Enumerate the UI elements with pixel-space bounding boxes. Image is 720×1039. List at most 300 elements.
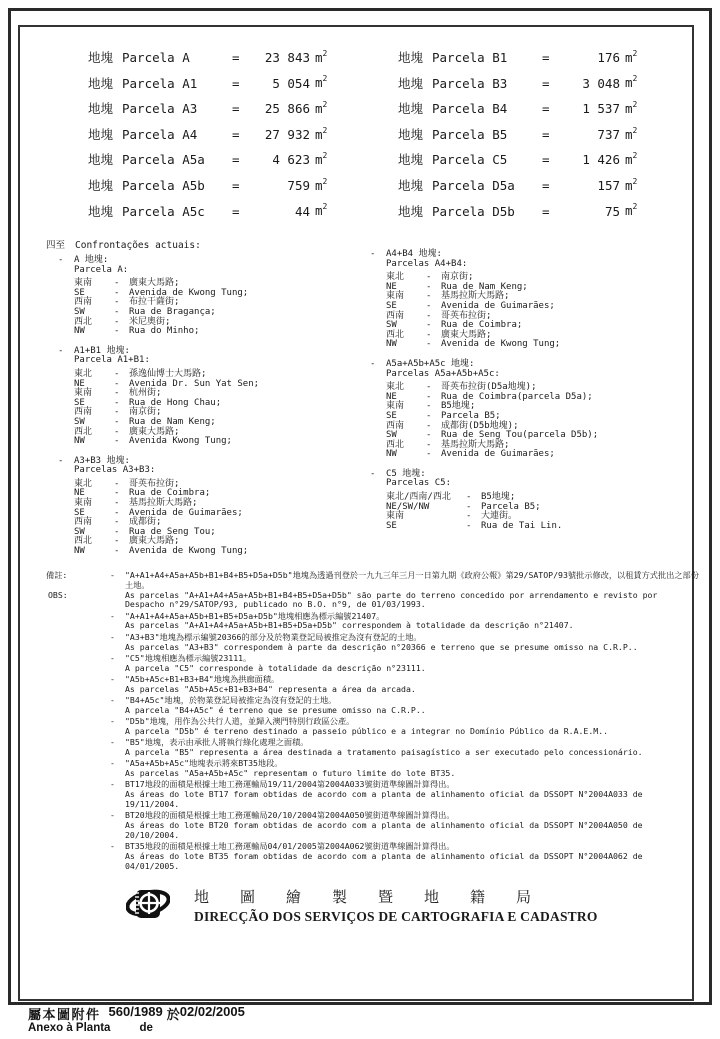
street-name: Rua de Seng Tou(parcela D5b); xyxy=(441,430,599,441)
confrontation-block xyxy=(370,470,695,532)
street-name: Rua de Coimbra(parcela D5a); xyxy=(441,391,593,402)
note-text-pt: As parcelas "A+A1+A4+A5a+A5b+B1+B4+B5+D5a+D5b" são parte do terreno concedido por arrendamento e revisto por Despacho n°29/SATOP/93, publicado no B.O. n°9, de 01/03/1993. xyxy=(125,589,658,610)
parcel-label: Parcela D5a xyxy=(432,177,515,193)
parcel-label: Parcela D5b xyxy=(432,203,515,219)
street-name: Parcela B5; xyxy=(441,410,501,421)
dash-separator: - xyxy=(426,439,432,450)
area-unit-exponent: 2 xyxy=(322,151,328,161)
area-unit-exponent: 2 xyxy=(632,74,638,84)
confrontations-heading xyxy=(46,237,201,251)
note-text-pt: As parcelas "A+A1+A4+A5a+A5b+B1+B5+D5a+D5b" correspondem à totalidade da descrição n°21407. xyxy=(125,620,574,631)
area-unit: $m^2$ xyxy=(315,125,328,142)
dash-separator: - xyxy=(114,526,120,537)
confrontation-title-zh: A4+B4 地塊: xyxy=(386,249,442,259)
area-unit-exponent: 2 xyxy=(322,48,328,58)
parcel-label: Parcela A xyxy=(122,50,190,65)
parcel-zh-label: 地塊 xyxy=(398,126,424,142)
parcel-zh-label: 地塊 xyxy=(88,75,114,91)
parcel-area-value: 4 623 xyxy=(272,152,310,168)
direction-label: 西北 xyxy=(386,439,405,450)
dash-separator: - xyxy=(114,278,120,289)
dash-separator: - xyxy=(466,501,472,512)
direction-label: 西南 xyxy=(74,517,93,528)
parcel-area-row xyxy=(88,74,327,100)
area-unit: $m^2$ xyxy=(625,48,638,65)
notes-label-zh: 備註: xyxy=(46,570,68,580)
equals-sign: = xyxy=(542,203,550,219)
direction-label: 西北 xyxy=(74,536,93,547)
dash-bullet: - xyxy=(58,255,64,265)
dash-bullet: - xyxy=(110,695,115,706)
parcel-zh-label: 地塊 xyxy=(398,152,424,168)
area-unit: $m^2$ xyxy=(625,176,638,193)
dash-separator: - xyxy=(426,300,432,311)
notes-section xyxy=(46,571,700,873)
annex-stamp-line-zh xyxy=(28,1004,245,1023)
equals-sign: = xyxy=(542,50,550,65)
note-text xyxy=(125,842,700,871)
direction-label: 東北 xyxy=(74,368,93,379)
dash-separator: - xyxy=(114,397,120,408)
dash-bullet: - xyxy=(370,249,376,259)
parcel-label: Parcela A3 xyxy=(122,101,198,117)
area-unit: $m^2$ xyxy=(315,74,328,91)
notes-label-pt: OBS: xyxy=(48,589,68,600)
area-unit: $m^2$ xyxy=(625,74,638,91)
street-name: Avenida de Kwong Tung; xyxy=(129,287,249,298)
note-text-zh: "C5"地塊相應為標示編號23111。 xyxy=(125,652,252,663)
street-name: Rua de Bragança; xyxy=(129,306,216,317)
street-name: B5地塊; xyxy=(481,492,516,503)
dash-separator: - xyxy=(426,430,432,441)
agency-footer xyxy=(126,884,598,926)
confrontations-heading-zh: 四至 xyxy=(46,240,66,251)
confrontation-block xyxy=(58,347,366,447)
direction-label: NW xyxy=(386,449,397,460)
direction-label: 東南 xyxy=(386,511,405,522)
parcel-label: Parcela A5a xyxy=(122,152,205,168)
note-item xyxy=(110,633,700,653)
note-text-zh: "D5b"地塊，用作為公共行人道，並歸入澳門特別行政區公產。 xyxy=(125,716,355,727)
parcel-zh-label: 地塊 xyxy=(398,75,424,91)
parcel-label: Parcela B3 xyxy=(432,75,508,91)
street-name: Avenida de Guimarães; xyxy=(441,300,555,311)
area-unit-exponent: 2 xyxy=(322,125,328,135)
confrontation-block xyxy=(370,250,695,350)
equals-sign: = xyxy=(232,101,240,117)
note-text xyxy=(125,759,700,779)
area-unit: $m^2$ xyxy=(625,125,638,142)
direction-label: NW xyxy=(74,326,85,337)
confrontation-title-pt: Parcelas A3+B3: xyxy=(74,465,156,476)
direction-label: 西南 xyxy=(74,407,93,418)
parcel-area-value: 1 426 xyxy=(582,152,620,168)
area-unit: $m^2$ xyxy=(315,48,328,65)
street-name: Avenida Dr. Sun Yat Sen; xyxy=(129,378,260,389)
dash-separator: - xyxy=(426,420,432,431)
street-name: 基馬拉斯大馬路; xyxy=(441,439,510,450)
street-name: 基馬拉斯大馬路; xyxy=(441,291,510,302)
direction-label: SW xyxy=(74,526,85,537)
confrontation-title-pt: Parcelas A5a+A5b+A5c: xyxy=(386,368,500,379)
direction-label: NW xyxy=(386,339,397,350)
dash-separator: - xyxy=(426,329,432,340)
parcel-area-row xyxy=(88,176,327,202)
note-item xyxy=(110,842,700,871)
parcel-zh-label: 地塊 xyxy=(398,101,424,117)
note-text-zh: "A5b+A5c+B1+B3+B4"地塊為拱廊面積。 xyxy=(125,673,280,684)
parcel-area-row xyxy=(398,150,637,176)
confrontation-row xyxy=(386,283,695,293)
dash-separator: - xyxy=(114,488,120,499)
note-item xyxy=(110,612,700,632)
dash-separator: - xyxy=(426,410,432,421)
area-unit-exponent: 2 xyxy=(632,176,638,186)
street-name: Avenida de Kwong Tung; xyxy=(129,546,249,557)
dash-separator: - xyxy=(114,378,120,389)
note-item xyxy=(110,696,700,716)
equals-sign: = xyxy=(542,75,550,91)
note-text xyxy=(125,811,700,840)
note-text-zh: "A+A1+A4+A5a+A5b+B1+B5+D5a+D5b"地塊相應為標示編號21407。 xyxy=(125,610,385,621)
dash-bullet: - xyxy=(110,779,115,790)
dash-bullet: - xyxy=(110,673,115,684)
dash-separator: - xyxy=(426,291,432,302)
area-unit-exponent: 2 xyxy=(632,151,638,161)
confrontation-row xyxy=(386,402,695,412)
parcel-area-value: 759 xyxy=(287,177,310,193)
direction-label: SW xyxy=(74,416,85,427)
parcel-area-value: 176 xyxy=(597,50,620,65)
dash-separator: - xyxy=(114,507,120,518)
stamp-plan-number: 560/1989 xyxy=(108,1004,163,1019)
note-text-zh: BT20地段的面積是根據土地工務運輸局20/10/2004第2004A050號街道準線圖計算得出。 xyxy=(125,810,455,821)
note-text xyxy=(125,738,700,758)
parcel-label: Parcela B4 xyxy=(432,101,508,117)
direction-label: 西北 xyxy=(386,329,405,340)
parcel-area-value: 5 054 xyxy=(272,75,310,91)
dash-separator: - xyxy=(466,511,472,522)
direction-label: SE xyxy=(74,287,85,298)
street-name: Rua de Hong Chau; xyxy=(129,397,222,408)
street-name: 杭州街; xyxy=(129,388,162,399)
direction-label: NE xyxy=(386,391,397,402)
notes-list xyxy=(110,571,700,872)
confrontation-title-zh: A 地塊: xyxy=(74,255,109,265)
dash-separator: - xyxy=(114,546,120,557)
confrontation-title-zh: A3+B3 地塊: xyxy=(74,455,130,466)
area-unit: $m^2$ xyxy=(315,100,328,117)
parcel-area-value: 737 xyxy=(597,126,620,142)
street-name: 廣東大馬路; xyxy=(129,278,180,289)
parcel-label: Parcela A4 xyxy=(122,126,198,142)
street-name: 成都街; xyxy=(129,517,162,528)
parcel-zh-label: 地塊 xyxy=(398,177,424,193)
dash-separator: - xyxy=(466,492,472,503)
dash-bullet: - xyxy=(110,716,115,727)
note-text xyxy=(125,571,700,610)
dash-separator: - xyxy=(114,498,120,509)
street-name: 廣東大馬路; xyxy=(129,426,180,437)
confrontation-row xyxy=(386,312,695,322)
parcel-area-value: 75 xyxy=(604,203,620,219)
street-name: 哥英布拉街(D5a地塊); xyxy=(441,382,537,393)
direction-label: SW xyxy=(74,306,85,317)
street-name: 哥英布拉街; xyxy=(441,310,492,321)
note-text-zh: "A+A1+A4+A5a+A5b+B1+B4+B5+D5a+D5b"地塊為透過刊登於一九九三年三月一日第九期《政府公報》第29/SATOP/93號批示修改，以租賃方式批出之部份土地。 xyxy=(125,570,699,590)
area-unit-exponent: 2 xyxy=(632,202,638,212)
confrontation-row xyxy=(386,412,695,422)
equals-sign: = xyxy=(232,50,240,65)
dash-separator: - xyxy=(114,416,120,427)
note-text xyxy=(125,633,700,653)
note-text-zh: BT35地段的面積是根據土地工務運輸局04/01/2005第2004A062號街道準線圖計算得出。 xyxy=(125,841,455,852)
parcel-area-row xyxy=(398,99,637,125)
parcel-label: Parcela C5 xyxy=(432,152,508,168)
direction-label: 東北 xyxy=(386,272,405,283)
street-name: Rua de Coimbra; xyxy=(441,320,523,331)
annex-stamp-line-pt xyxy=(28,1022,245,1034)
direction-label: NW xyxy=(74,436,85,447)
street-name: Parcela B5; xyxy=(481,501,541,512)
direction-label: 東南 xyxy=(386,291,405,302)
direction-label: NE/SW/NW xyxy=(386,501,430,512)
dash-bullet: - xyxy=(370,358,376,369)
note-text-zh: "B4+A5c"地塊，於物業登記局被推定為沒有登記的土地。 xyxy=(125,695,337,706)
dash-separator: - xyxy=(114,426,120,437)
street-name: B5地塊; xyxy=(441,401,476,412)
stamp-pt-label: Anexo à Planta xyxy=(28,1022,111,1034)
street-name: 南京街; xyxy=(129,407,162,418)
dash-separator: - xyxy=(114,306,120,317)
confrontation-title-pt: Parcelas C5: xyxy=(386,478,452,489)
area-unit-exponent: 2 xyxy=(632,125,638,135)
parcel-area-row xyxy=(398,48,637,74)
street-name: Rua de Coimbra; xyxy=(129,488,211,499)
note-item xyxy=(110,654,700,674)
equals-sign: = xyxy=(232,177,240,193)
agency-name-pt: DIRECÇÃO DOS SERVIÇOS DE CARTOGRAFIA E CADASTRO xyxy=(194,909,598,924)
street-name: Avenida de Kwong Tung; xyxy=(441,339,561,350)
direction-label: NE xyxy=(74,488,85,499)
parcel-zh-label: 地塊 xyxy=(398,203,424,219)
confrontation-block xyxy=(58,256,366,337)
agency-name-zh: 地圖繪製暨地籍局 xyxy=(194,888,563,906)
street-name: 大連街。 xyxy=(481,511,518,522)
street-name: 成都街(D5b地塊); xyxy=(441,420,519,431)
note-text-zh: "A3+B3"地塊為標示編號20366的部分及於物業登記局被推定為沒有登記的土地。 xyxy=(125,631,422,642)
note-item xyxy=(110,738,700,758)
parcel-label: Parcela B1 xyxy=(432,50,508,65)
parcel-area-row xyxy=(398,176,637,202)
parcel-area-row xyxy=(398,74,637,100)
confrontation-row xyxy=(386,431,695,441)
parcel-zh-label: 地塊 xyxy=(88,126,114,142)
dash-bullet: - xyxy=(58,455,64,466)
direction-label: 西南 xyxy=(74,297,93,308)
equals-sign: = xyxy=(542,101,550,117)
direction-label: SE xyxy=(386,520,397,531)
confrontation-title-pt: Parcela A1+B1: xyxy=(74,355,150,366)
annex-stamp xyxy=(28,1004,245,1034)
parcel-area-table-left xyxy=(88,48,327,227)
confrontation-title-zh: C5 地塊: xyxy=(386,468,426,479)
parcel-zh-label: 地塊 xyxy=(88,101,114,117)
note-text xyxy=(125,780,700,809)
area-unit-exponent: 2 xyxy=(632,100,638,110)
confrontation-row xyxy=(386,302,695,312)
note-text-pt: A parcela "D5b" é terreno destinado a passeio público e a integrar no Domínio Público da R.A.E.M.. xyxy=(125,725,609,736)
parcel-zh-label: 地塊 xyxy=(88,50,114,65)
direction-label: 東南 xyxy=(74,498,93,509)
note-item xyxy=(110,717,700,737)
dash-bullet: - xyxy=(110,652,115,663)
note-text-pt: A parcela "B4+A5c" é terreno que se presume omisso na C.R.P.. xyxy=(125,704,426,715)
area-unit-exponent: 2 xyxy=(322,74,328,84)
dash-separator: - xyxy=(114,287,120,298)
agency-names xyxy=(194,884,598,925)
confrontation-row xyxy=(74,437,366,447)
parcel-zh-label: 地塊 xyxy=(398,50,424,65)
confrontation-title-zh: A5a+A5b+A5c 地塊: xyxy=(386,358,475,369)
note-text-zh: BT17地段的面積是根據土地工務運輸局19/11/2004第2004A033號街道準線圖計算得出。 xyxy=(125,779,455,790)
dash-separator: - xyxy=(426,391,432,402)
note-text-pt: A parcela "B5" representa a área destinada a tratamento paisagístico a ser executado pelo concessionário. xyxy=(125,747,643,758)
street-name: 基馬拉斯大馬路; xyxy=(129,498,198,509)
direction-label: 東南 xyxy=(74,278,93,289)
parcel-area-row xyxy=(398,202,637,228)
parcel-area-value: 1 537 xyxy=(582,101,620,117)
area-unit: $m^2$ xyxy=(625,202,638,219)
parcel-area-row xyxy=(398,125,637,151)
parcel-area-value: 3 048 xyxy=(582,75,620,91)
dash-separator: - xyxy=(426,449,432,460)
confrontation-row xyxy=(74,547,366,557)
note-text-zh: "A5a+A5b+A5c"地塊表示將來BT35地段。 xyxy=(125,758,283,769)
street-name: 哥英布拉街; xyxy=(129,478,180,489)
note-text-pt: As áreas do lote BT20 foram obtidas de acordo com a planta de alinhamento oficial da DSSOPT N°2004A050 de 20/10/2004. xyxy=(125,820,643,840)
equals-sign: = xyxy=(542,126,550,142)
note-item xyxy=(110,780,700,809)
direction-label: 西北 xyxy=(74,426,93,437)
direction-label: SE xyxy=(74,397,85,408)
dash-separator: - xyxy=(114,478,120,489)
area-unit: $m^2$ xyxy=(625,151,638,168)
confrontations-heading-pt: Confrontações actuais: xyxy=(75,240,201,251)
street-name: Rua de Nam Keng; xyxy=(129,416,216,427)
equals-sign: = xyxy=(542,152,550,168)
note-text-pt: As parcelas "A5b+A5c+B1+B3+B4" representa a área da arcada. xyxy=(125,683,416,694)
direction-label: NE xyxy=(386,281,397,292)
parcel-label: Parcela B5 xyxy=(432,126,508,142)
confrontation-block xyxy=(370,360,695,460)
direction-label: SW xyxy=(386,430,397,441)
dash-bullet: - xyxy=(110,610,115,621)
confrontations-column-right xyxy=(370,250,695,541)
dash-separator: - xyxy=(114,326,120,337)
dash-bullet: - xyxy=(110,758,115,769)
parcel-area-row xyxy=(88,48,327,74)
dash-separator: - xyxy=(426,382,432,393)
dash-separator: - xyxy=(114,368,120,379)
parcel-label: Parcela A1 xyxy=(122,75,198,91)
note-text xyxy=(125,717,700,737)
confrontations-column-left xyxy=(58,256,366,567)
dash-bullet: - xyxy=(58,345,64,356)
direction-label: 西北 xyxy=(74,316,93,327)
dash-separator: - xyxy=(114,407,120,418)
dash-bullet: - xyxy=(110,841,115,852)
street-name: Rua do Minho; xyxy=(129,326,200,337)
parcel-area-table-right xyxy=(398,48,637,227)
equals-sign: = xyxy=(232,75,240,91)
street-name: 南京街; xyxy=(441,272,474,283)
area-unit: $m^2$ xyxy=(315,151,328,168)
dash-separator: - xyxy=(426,272,432,283)
note-text-pt: As áreas do lote BT35 foram obtidas de acordo com a planta de alinhamento oficial da DSSOPT N°2004A062 de 04/01/2005. xyxy=(125,851,643,871)
confrontation-row xyxy=(386,450,695,460)
confrontation-row xyxy=(386,522,695,532)
confrontation-block xyxy=(58,457,366,557)
street-name: Rua de Seng Tou; xyxy=(129,526,216,537)
note-item xyxy=(110,811,700,840)
street-name: Avenida de Guimarães; xyxy=(441,449,555,460)
parcel-area-row xyxy=(88,125,327,151)
direction-label: 東南 xyxy=(386,401,405,412)
equals-sign: = xyxy=(232,126,240,142)
note-text-pt: As áreas do lote BT17 foram obtidas de acordo com a planta de alinhamento oficial da DSSOPT N°2004A033 de 19/11/2004. xyxy=(125,789,643,810)
area-unit-exponent: 2 xyxy=(322,100,328,110)
confrontation-title-zh: A1+B1 地塊: xyxy=(74,345,130,356)
direction-label: 西南 xyxy=(386,420,405,431)
direction-label: 東北 xyxy=(74,478,93,489)
direction-label: NE xyxy=(74,378,85,389)
dash-separator: - xyxy=(114,536,120,547)
parcel-zh-label: 地塊 xyxy=(88,152,114,168)
parcel-area-value: 27 932 xyxy=(264,126,310,142)
area-unit: $m^2$ xyxy=(625,100,638,117)
direction-label: SW xyxy=(386,320,397,331)
stamp-date: 02/02/2005 xyxy=(179,1004,245,1019)
parcel-area-row xyxy=(88,150,327,176)
parcel-area-value: 157 xyxy=(597,177,620,193)
area-unit-exponent: 2 xyxy=(322,176,328,186)
street-name: 廣東大馬路; xyxy=(441,329,492,340)
dash-separator: - xyxy=(426,401,432,412)
confrontation-row xyxy=(74,327,366,337)
street-name: Rua de Tai Lin. xyxy=(481,520,563,531)
parcel-zh-label: 地塊 xyxy=(88,177,114,193)
direction-label: 東北/西南/西北 xyxy=(386,492,451,503)
note-item xyxy=(110,759,700,779)
note-text-pt: As parcelas "A3+B3" correspondem à parte da descrição n°20366 e terreno que se presume omisso na C.R.P.. xyxy=(125,641,638,652)
dash-separator: - xyxy=(114,517,120,528)
parcel-area-row xyxy=(88,202,327,228)
dash-separator: - xyxy=(114,297,120,308)
confrontation-row xyxy=(386,321,695,331)
confrontation-row xyxy=(386,393,695,403)
dash-bullet: - xyxy=(110,570,115,580)
confrontation-title-pt: Parcelas A4+B4: xyxy=(386,258,468,269)
street-name: 布拉干薩街; xyxy=(129,297,180,308)
street-name: 孫逸仙博士大馬路; xyxy=(129,368,207,379)
direction-label: NW xyxy=(74,546,85,557)
dash-bullet: - xyxy=(110,737,115,748)
note-text-pt: As parcelas "A5a+A5b+A5c" representam o futuro limite do lote BT35. xyxy=(125,768,456,779)
dash-separator: - xyxy=(466,520,472,531)
dash-separator: - xyxy=(426,310,432,321)
dash-separator: - xyxy=(426,320,432,331)
